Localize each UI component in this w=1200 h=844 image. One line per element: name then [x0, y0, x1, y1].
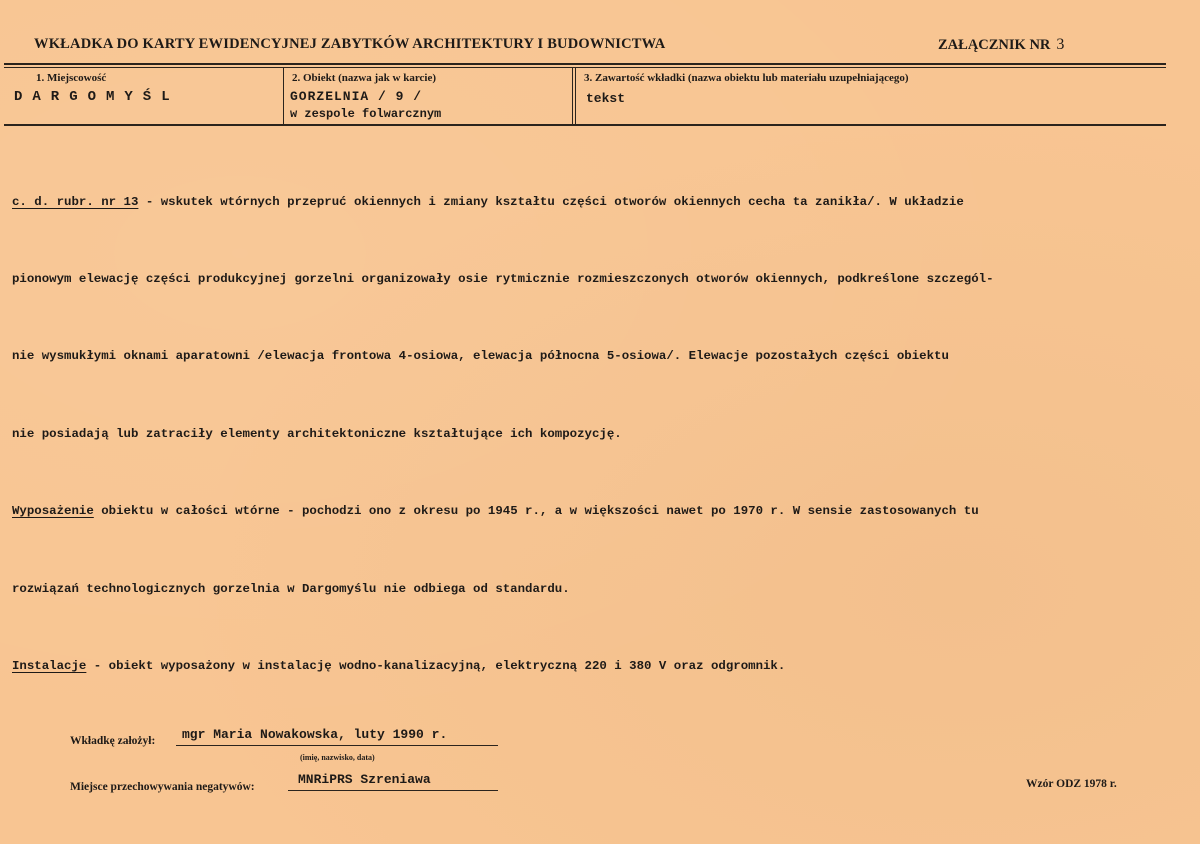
annex-number: 3 [1056, 36, 1065, 53]
body-line-4: nie posiadają lub zatraciły elementy architektoniczne kształtujące ich kompozycję. [12, 426, 622, 441]
body-line-1: c. d. rubr. nr 13 - wskutek wtórnych przepruć okiennych i zmiany kształtu części otworów okiennych cecha ta zanikła/. W układzie [12, 194, 964, 209]
card-title: WKŁADKA DO KARTY EWIDENCYJNEJ ZABYTKÓW ARCHITEKTURY I BUDOWNICTWA [34, 36, 666, 52]
author-label: Wkładkę założył: [70, 735, 156, 747]
installations-heading: Instalacje [12, 658, 87, 673]
header-rule-top [4, 63, 1166, 65]
column-divider-1 [283, 67, 284, 125]
body-line-6: rozwiązań technologicznych gorzelnia w Dargomyślu nie odbiega od standardu. [12, 581, 570, 596]
form-model: Wzór ODZ 1978 r. [1026, 778, 1117, 790]
negatives-value: MNRiPRS Szreniawa [298, 772, 431, 787]
section-ref: c. d. rubr. nr 13 [12, 194, 139, 209]
body-text [12, 138, 1182, 731]
contents-label: 3. Zawartość wkładki (nazwa obiektu lub materiału uzupełniającego) [584, 72, 909, 84]
body-line-3: nie wysmukłymi oknami aparatowni /elewacja frontowa 4-osiowa, elewacja północna 5-osiowa/. Elewacje pozostałych części obiektu [12, 349, 949, 364]
annex-label: ZAŁĄCZNIK NR [938, 37, 1051, 53]
author-underline [176, 745, 498, 746]
body-line-5: Wyposażenie obiektu w całości wtórne - pochodzi ono z okresu po 1945 r., a w większości nawet po 1970 r. W sensie zastosowanych tu [12, 504, 979, 519]
equipment-heading: Wyposażenie [12, 504, 94, 519]
author-value: mgr Maria Nowakowska, luty 1990 r. [182, 727, 448, 742]
annex-label-group [938, 36, 1064, 54]
object-value-line1: GORZELNIA / 9 / [290, 89, 423, 104]
body-line-7: Instalacje - obiekt wyposażony w instalację wodno-kanalizacyjną, elektryczną 220 i 380 V oraz odgromnik. [12, 658, 786, 673]
negatives-underline [288, 790, 498, 791]
header-rule-top-thin [4, 67, 1166, 68]
negatives-label: Miejsce przechowywania negatywów: [70, 781, 255, 793]
body-line-2: pionowym elewację części produkcyjnej gorzelni organizowały osie rytmicznie rozmieszczonych otworów okiennych, podkreślone szczegól- [12, 271, 994, 286]
column-divider-2 [572, 67, 573, 125]
locality-value: DARGOMYŚL [14, 89, 180, 105]
object-label: 2. Obiekt (nazwa jak w karcie) [292, 72, 437, 84]
locality-label: 1. Miejscowość [36, 72, 107, 84]
column-divider-2b [575, 67, 576, 125]
object-value-line2: w zespole folwarcznym [290, 107, 442, 121]
author-hint: (imię, nazwisko, data) [300, 753, 375, 762]
header-rule-bottom [4, 124, 1166, 126]
contents-value: tekst [586, 91, 626, 106]
